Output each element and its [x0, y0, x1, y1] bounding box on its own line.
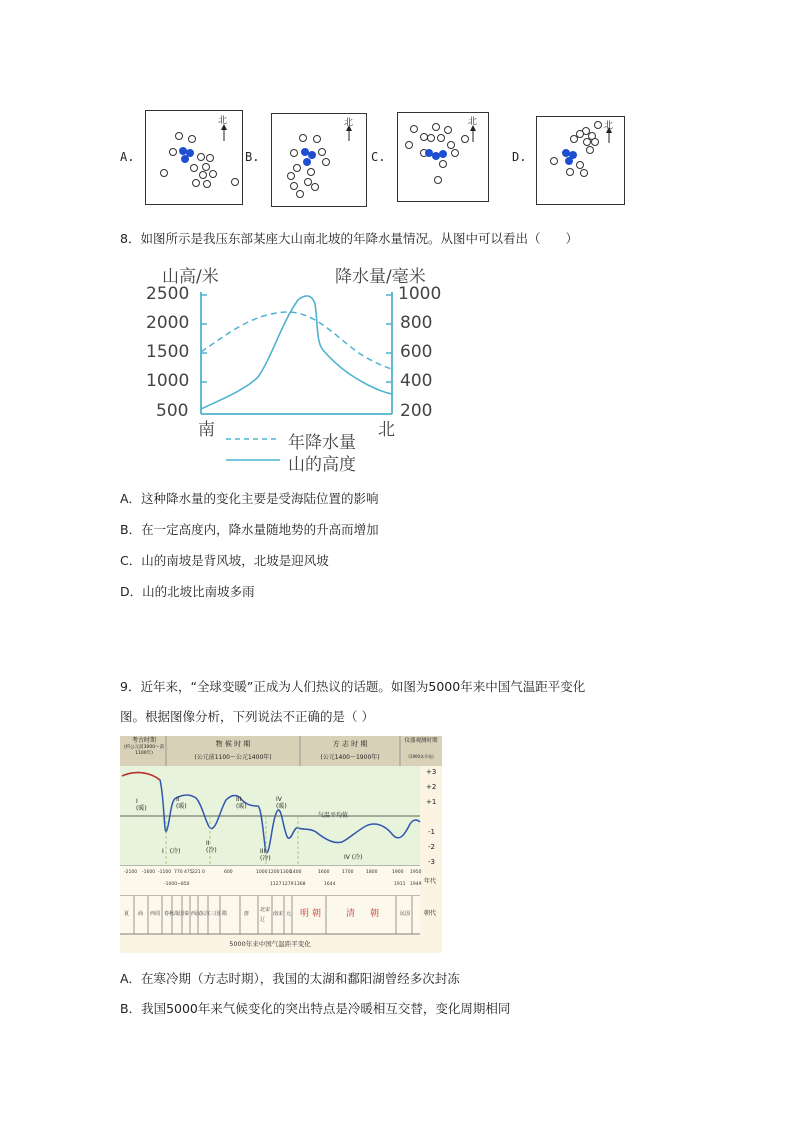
q9-stem-line2: 图。根据图像分析，下列说法不正确的是（ ）	[120, 709, 374, 724]
year-label: 1900	[392, 870, 404, 875]
q9-header-archaeo: 考古时期	[131, 737, 156, 744]
q7-option-d-label[interactable]: D.	[512, 150, 527, 164]
q8-right-tick: 800	[400, 313, 433, 333]
north-label-d: 北	[604, 121, 614, 131]
q9-cold-2: II (冷)	[206, 840, 217, 854]
q8-left-tick: 2500	[146, 284, 190, 304]
year-label: 1400	[290, 870, 302, 875]
q7-map-c[interactable]	[397, 112, 489, 202]
q9-chart-caption: 5000年来中国气温距平变化	[229, 940, 311, 948]
dynasty-label: 唐	[244, 911, 250, 917]
q9-chart	[120, 736, 442, 953]
q8-right-tick: 600	[400, 342, 433, 362]
year-label: 221	[192, 870, 201, 875]
q8-legend-height: 山的高度	[288, 455, 356, 475]
year-label: -2100	[124, 870, 138, 875]
year-label: 1000	[256, 870, 268, 875]
dynasty-label: 西汉	[191, 911, 202, 917]
year-label: 1800	[366, 870, 378, 875]
q7-map-b[interactable]	[271, 113, 367, 207]
dynasty-label: 隋	[222, 911, 228, 917]
dynasty-label: 辽	[260, 917, 266, 923]
q9-header-instrument-sub: (1900年开始)	[408, 754, 434, 759]
year-label: 1279	[282, 882, 294, 887]
q8-left-tick: 500	[156, 401, 189, 421]
dynasty-label: 西周	[150, 911, 161, 917]
q8-option-b[interactable]: B．在一定高度内，降水量随地势的升高而增加	[120, 522, 379, 537]
q9-header-phenology-sub: (公元前1100～公元1400年)	[194, 754, 272, 761]
dot-map-a	[146, 111, 242, 204]
dynasty-label: 民国	[400, 911, 411, 917]
q9-row-dynasty: 朝代	[424, 910, 437, 917]
q7-option-b-label[interactable]: B.	[245, 150, 260, 164]
year-label: 1644	[324, 882, 336, 887]
year-label: 1700	[342, 870, 354, 875]
q8-right-tick: 1000	[398, 284, 442, 304]
q9-warm-4: IV (暖)	[276, 796, 287, 810]
year-label: 1300	[280, 870, 292, 875]
q9-cold-1: I (冷)	[162, 848, 181, 855]
q9-axis-tick: +1	[426, 798, 437, 806]
north-label-b: 北	[344, 118, 354, 128]
year-label: 1368	[294, 882, 306, 887]
year-label: 1911	[394, 882, 406, 887]
q7-option-a-label[interactable]: A.	[120, 150, 135, 164]
q9-option-b[interactable]: B．我国5000年来气候变化的突出特点是冷暖相互交替，变化周期相同	[120, 1001, 511, 1016]
q7-map-d[interactable]	[536, 116, 625, 205]
q8-legend-precip: 年降水量	[288, 433, 356, 453]
q8-chart	[140, 262, 460, 474]
q9-axis-tick: +2	[426, 783, 437, 791]
precip-line	[201, 312, 392, 369]
q9-row-year: 年代	[424, 878, 437, 885]
q8-left-tick: 2000	[146, 313, 190, 333]
q7-map-a[interactable]	[145, 110, 243, 205]
q8-left-tick: 1000	[146, 371, 190, 391]
dynasty-ming-chao: 朝	[312, 909, 322, 919]
q7-option-c-label[interactable]: C.	[371, 150, 386, 164]
q8-left-tick: 1500	[146, 342, 190, 362]
year-label: -1100	[158, 870, 172, 875]
year-label: -1000~850	[164, 882, 190, 887]
dynasty-label: 三国	[210, 911, 221, 917]
dynasty-qing-chao: 朝	[370, 909, 380, 919]
dynasty-ming: 明	[300, 909, 310, 919]
year-label: 600	[224, 870, 233, 875]
dynasty-label: 南宋	[273, 911, 284, 917]
year-label: 1600	[318, 870, 330, 875]
year-label: 0	[202, 870, 205, 875]
dynasty-label: 夏	[124, 911, 130, 917]
north-label-a: 北	[218, 116, 228, 126]
dynasty-label: 商	[138, 911, 144, 917]
q8-left-axis-title: 山高/米	[162, 267, 219, 287]
q9-cold-3: III (冷)	[260, 848, 271, 862]
q8-south-label: 南	[198, 420, 215, 440]
year-label: 475	[184, 870, 193, 875]
dynasty-qing: 清	[346, 909, 356, 919]
dynasty-label: 北宋	[260, 907, 271, 913]
q9-header-records-sub: (公元1400～1900年)	[320, 754, 380, 761]
q9-axis-tick: +3	[426, 768, 437, 776]
q8-stem: 8．如图所示是我压东部某座大山南北坡的年降水量情况。从图中可以看出（ ）	[120, 231, 578, 246]
dynasty-label: 战国	[174, 911, 185, 917]
year-label: 1127	[270, 882, 282, 887]
q9-axis-tick: -2	[428, 843, 435, 851]
q9-axis-tick: -3	[428, 858, 435, 866]
q9-stem-line1: 9．近年来，“全球变暖”正成为人们热议的话题。如图为5000年来中国气温距平变化	[120, 679, 586, 694]
q9-warm-3: III (暖)	[236, 796, 247, 810]
year-label: 1950	[410, 870, 422, 875]
year-label: 1949	[410, 882, 422, 887]
q8-right-axis-title: 降水量/毫米	[335, 267, 426, 287]
q9-option-a[interactable]: A．在寒冷期（方志时期），我国的太湖和鄱阳湖曾经多次封冻	[120, 971, 460, 986]
q9-dynasty-row	[120, 898, 420, 932]
year-label: -1600	[142, 870, 156, 875]
q9-warm-1: I (暖)	[136, 798, 147, 812]
year-label: 1200	[268, 870, 280, 875]
q9-header-archaeo-sub: (约公元前3000～前1100年)	[123, 745, 165, 756]
q9-header-records: 方 志 时 期	[332, 740, 368, 748]
q9-mean-label: 气温平均值	[318, 812, 349, 819]
dynasty-label: 东汉	[200, 911, 211, 917]
q8-option-c[interactable]: C．山的南坡是背风坡，北坡是迎风坡	[120, 553, 329, 568]
q8-right-tick: 200	[400, 401, 433, 421]
dynasty-label: 元	[286, 911, 292, 917]
q8-north-label: 北	[378, 420, 395, 440]
dynasty-label: 春秋	[164, 911, 175, 917]
q8-option-d[interactable]: D．山的北坡比南坡多雨	[120, 584, 255, 599]
q9-axis-tick: -1	[428, 828, 435, 836]
q8-option-a[interactable]: A．这种降水量的变化主要是受海陆位置的影响	[120, 491, 379, 506]
q9-years-row	[120, 868, 420, 894]
q8-right-tick: 400	[400, 371, 433, 391]
north-label-c: 北	[468, 117, 478, 127]
q9-cold-4: IV (冷)	[344, 854, 363, 861]
q9-header-instrument: 仪器观测时期	[404, 738, 438, 744]
q9-header-phenology: 物 候 时 期	[215, 740, 251, 748]
q9-warm-2: II (暖)	[176, 796, 187, 810]
year-label: 770	[174, 870, 183, 875]
dynasty-label: 秦	[184, 911, 190, 917]
